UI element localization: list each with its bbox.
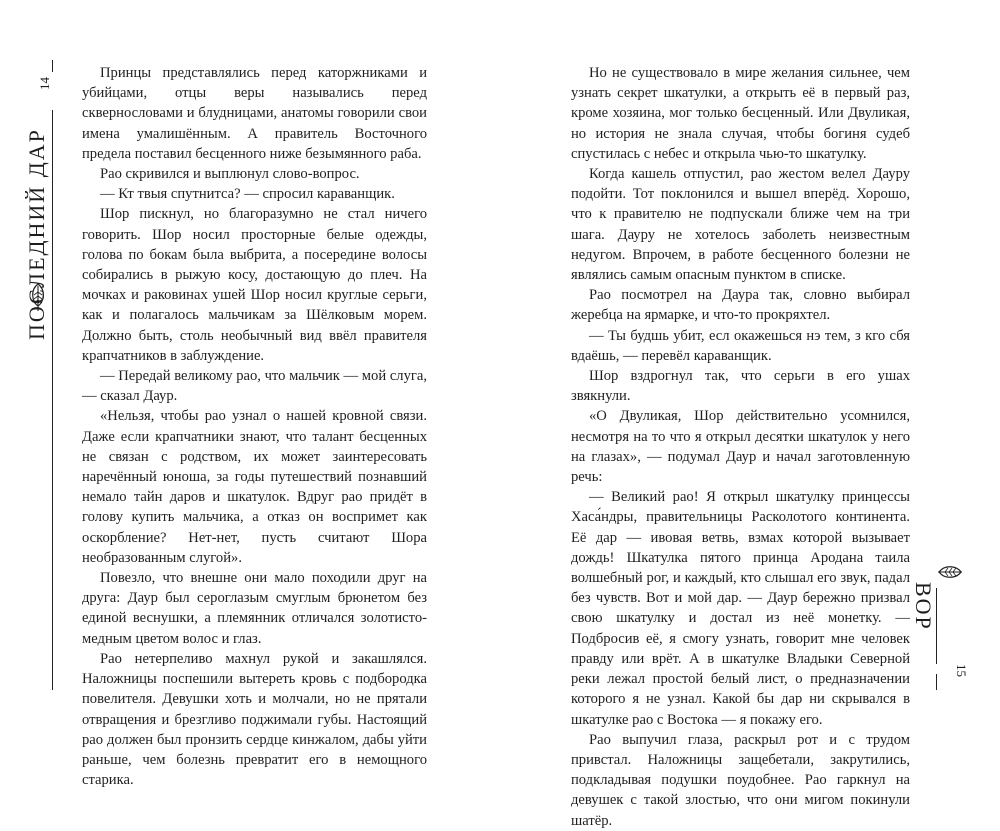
right-page-text — [571, 63, 910, 831]
paragraph: — Передай великому рао, что мальчик — мой слуга, — сказал Даур. — [82, 368, 427, 405]
left-rule-main — [52, 110, 53, 690]
right-rule-main — [936, 588, 937, 664]
paragraph: Когда кашель отпустил, рао жестом велел Дауру подойти. Тот поклонился и вышел вперёд. Хорошо, что к правителю не подпускали ближе чем на три шага. Дауру не хотелось заболеть неизвестным недугом. Впрочем, в работе бесценного болезни не являлись самым опасным пунктом в списке. — [571, 166, 910, 284]
paragraph: Рао посмотрел на Даура так, словно выбирал жеребца на ярмарке, и что-то прокряхтел. — [571, 287, 910, 324]
left-rule-top — [52, 60, 53, 72]
paragraph: — Великий рао! Я открыл шкатулку принцессы Хаса́ндры, правительницы Расколотого континента. Её дар — ивовая ветвь, взмах которой вызывает дождь! Шкатулка пятого принца Ародана таила волшебный рог, и каждый, кто слышал его звук, падал без чувств. Вот и мой дар. — Даур бережно призвал свою шкатулку и достал из неё монетку. — Подбросив её, я смогу узнать, говорит мне человек правду или врёт. А в шкатулке Владыки Северной реки лежал простой белый лист, о предназначении которого я не узнал. Какой бы дар ни скрывался в шкатулке рао с Востока — я покажу его. — [571, 489, 910, 728]
paragraph: Принцы представлялись перед каторжниками и убийцами, отцы веры назывались перед сквернословами и блудницами, анатомы говорили свои имена умалишённым. А правитель Восточного предела поставил бесценного ниже безымянного раба. — [82, 65, 427, 162]
feather-icon — [937, 560, 963, 584]
feather-icon — [26, 282, 50, 312]
paragraph: «Нельзя, чтобы рао узнал о нашей кровной связи. Даже если крапчатники знают, что талант бесценных не связан с родством, их может заинтересовать наречённый юноша, за годы путешествий познавший немало тайн даров и шкатулок. Вдруг рао придёт в голову купить мальчика, а отказ он воспримет как оскорбление? Нет-нет, пусть считают Шора необразованным слугой». — [82, 408, 427, 566]
right-running-head — [911, 560, 969, 690]
paragraph: Повезло, что внешне они мало походили друг на друга: Даур был сероглазым смуглым брюнетом без единой веснушки, а племянник отличался золотисто-медным цветом волос и глаз. — [82, 570, 427, 647]
paragraph: — Ты будшь убит, есл окажешься нэ тем, з кго сбя вдаёшь, — перевёл караванщик. — [571, 327, 910, 364]
paragraph: Рао нетерпеливо махнул рукой и закашлялся. Наложницы поспешили вытереть кровь с подбородка повелителя. Девушки хоть и молчали, но не прятали отвращения и брезгливо поджимали губы. Настоящий рао должен был пронзить сердце кинжалом, дабы уйти раньше, чем болезнь превратит его в немощного старика. — [82, 650, 427, 789]
paragraph: — Кт твыя спутнитса? — спросил караванщик. — [100, 186, 395, 203]
left-running-head — [20, 60, 54, 690]
paragraph: Рао скривился и выплюнул слово-вопрос. — [100, 166, 360, 183]
paragraph: Шор вздрогнул так, что серьги в его ушах звякнули. — [571, 368, 910, 405]
page-number-left: 14 — [37, 77, 52, 90]
left-page-text — [82, 63, 427, 790]
running-title-left: ПОСЛЕДНИЙ ДАР — [24, 128, 49, 340]
paragraph: Но не существовало в мире желания сильнее, чем узнать секрет шкатулки, а открыть её в первый раз, кроме хозяина, мог только бесценный. Или Двуликая, но история не знала случая, чтобы богиня судеб спустилась с небес и открыла чью-то шкатулку. — [571, 65, 910, 162]
left-page — [0, 0, 500, 789]
page-number-right: 15 — [954, 664, 969, 677]
running-title-right: ВОР — [911, 582, 936, 631]
right-page — [500, 0, 1000, 829]
paragraph: Шор пискнул, но благоразумно не стал ничего говорить. Шор носил просторные белые одежды, голова по бокам была выбрита, а посередине волосы собирались в рыжую косу, достающую до плеч. На мочках и раковинах ушей Шор носил круглые серьги, как и полагалось мальчикам за Шёлковым морем. Должно быть, столь необычный вид ввёл правителя крапчатников в заблуждение. — [82, 206, 427, 364]
paragraph: Рао выпучил глаза, раскрыл рот и с трудом привстал. Наложницы защебетали, закрутились, подкладывая подушки поудобнее. Рао гаркнул на девушек с такой злостью, что они мигом покинули шатёр. — [571, 731, 910, 829]
paragraph: «О Двуликая, Шор действительно усомнился, несмотря на то что я открыл десятки шкатулок у него на глазах», — подумал Даур и начал заготовленную речь: — [571, 408, 910, 486]
right-rule-bottom — [936, 674, 937, 690]
